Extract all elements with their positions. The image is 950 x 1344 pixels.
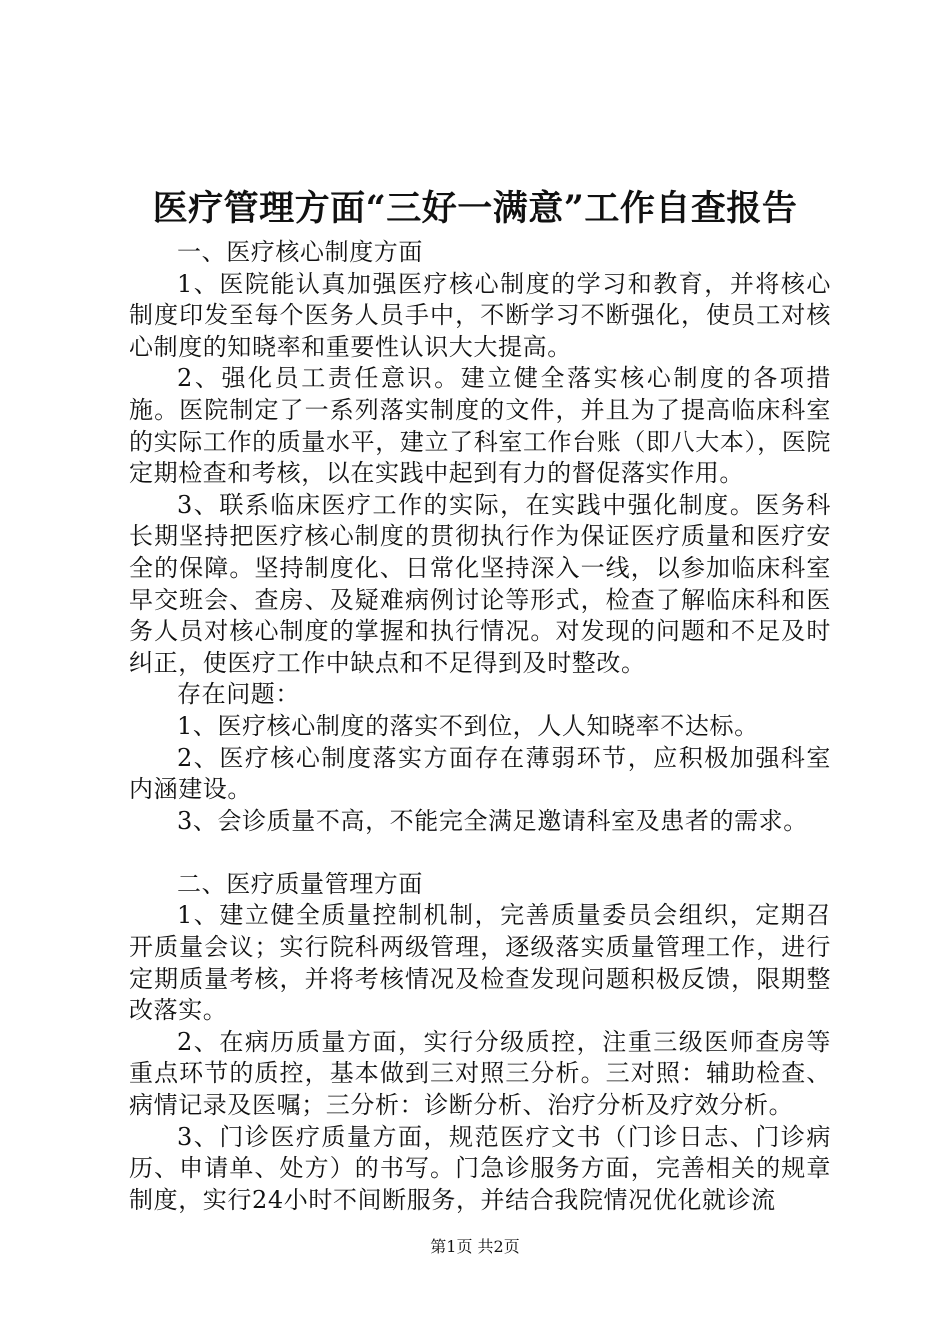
- paragraph: 2、在病历质量方面，实行分级质控，注重三级医师查房等重点环节的质控，基本做到三对照三分析。三对照：辅助检查、病情记录及医嘱；三分析：诊断分析、治疗分析及疗效分析。: [129, 1027, 831, 1120]
- document-body: [129, 237, 831, 1216]
- issue-item: 3、会诊质量不高，不能完全满足邀请科室及患者的需求。: [177, 806, 808, 835]
- paragraph: 3、门诊医疗质量方面，规范医疗文书（门诊日志、门诊病历、申请单、处方）的书写。门急诊服务方面，完善相关的规章制度，实行24小时不间断服务，并结合我院情况优化就诊流: [129, 1122, 831, 1214]
- document-title: 医疗管理方面“三好一满意”工作自查报告: [152, 188, 798, 229]
- issue-item: 1、医疗核心制度的落实不到位，人人知晓率不达标。: [177, 711, 759, 740]
- paragraph: 3、联系临床医疗工作的实际，在实践中强化制度。医务科长期坚持把医疗核心制度的贯彻执行作为保证医疗质量和医疗安全的保障。坚持制度化、日常化坚持深入一线，以参加临床科室早交班会、查房、及疑难病例讨论等形式，检查了解临床科和医务人员对核心制度的掌握和执行情况。对发现的问题和不足及时纠正，使医疗工作中缺点和不足得到及时整改。: [129, 490, 831, 677]
- paragraph: 1、医院能认真加强医疗核心制度的学习和教育，并将核心制度印发至每个医务人员手中，不断学习不断强化，使员工对核心制度的知晓率和重要性认识大大提高。: [129, 269, 831, 361]
- page-footer: 第1页 共2页: [430, 1237, 520, 1256]
- section-heading: 一、医疗核心制度方面: [177, 238, 423, 266]
- issue-item: 2、医疗核心制度落实方面存在薄弱环节，应积极加强科室内涵建设。: [129, 743, 831, 804]
- blank-line: [129, 837, 831, 869]
- paragraph: 1、建立健全质量控制机制，完善质量委员会组织，定期召开质量会议；实行院科两级管理，逐级落实质量管理工作，进行定期质量考核，并将考核情况及检查发现问题积极反馈，限期整改落实。: [129, 901, 831, 1025]
- paragraph: 2、强化员工责任意识。建立健全落实核心制度的各项措施。医院制定了一系列落实制度的文件，并且为了提高临床科室的实际工作的质量水平，建立了科室工作台账（即八大本），医院定期检查和考核，以在实践中起到有力的督促落实作用。: [129, 364, 831, 488]
- issues-heading: 存在问题：: [177, 680, 300, 709]
- section-heading: 二、医疗质量管理方面: [177, 869, 423, 898]
